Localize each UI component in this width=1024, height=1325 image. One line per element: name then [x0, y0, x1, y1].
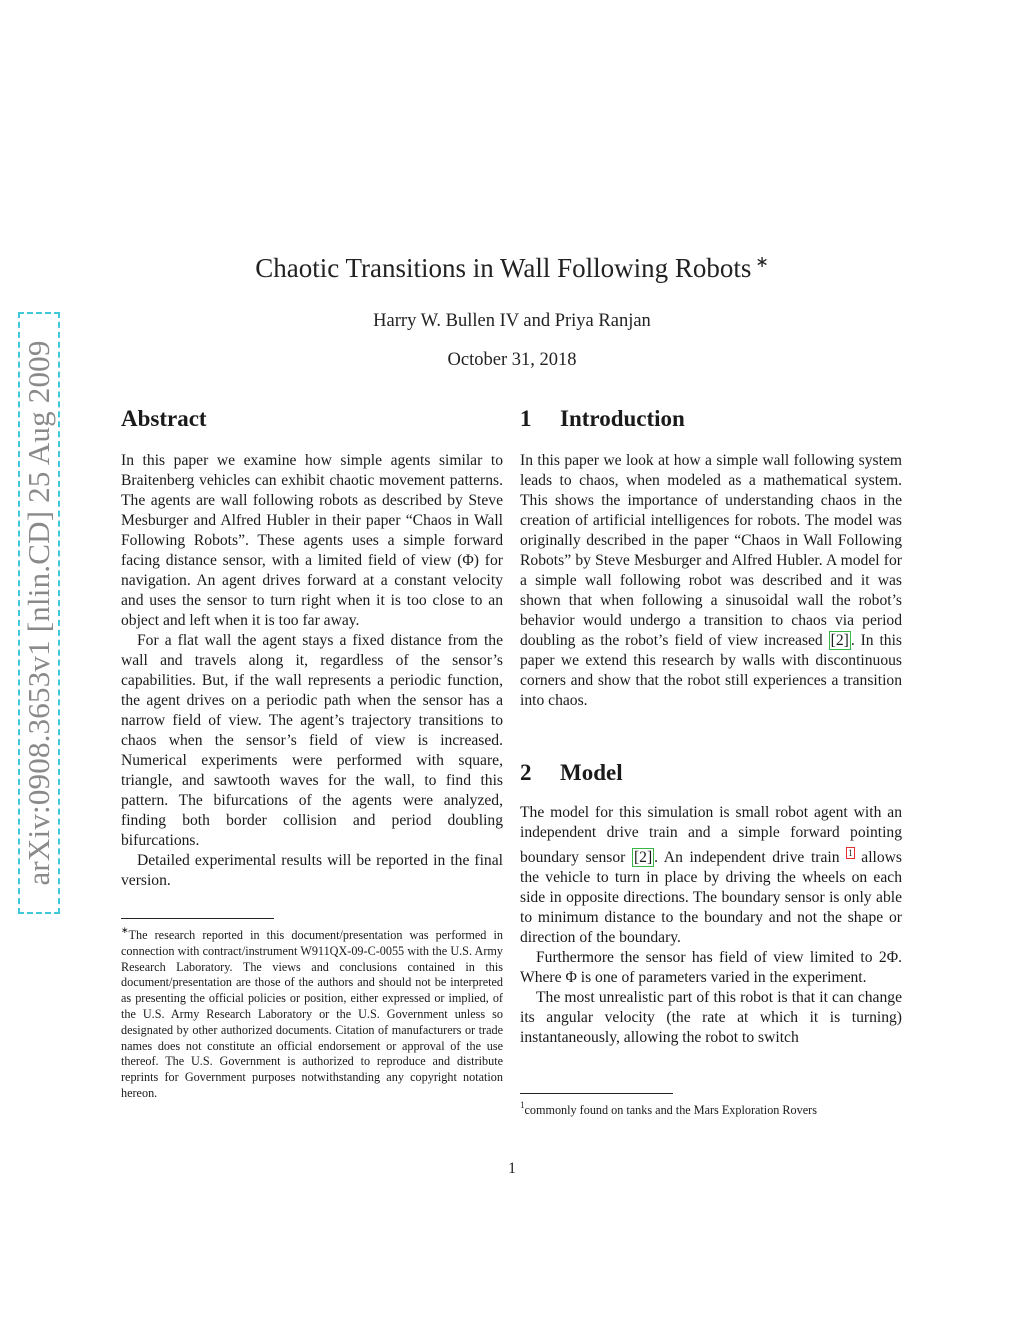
section-2-heading: [520, 760, 623, 786]
title-text: Chaotic Transitions in Wall Following Robots: [255, 253, 752, 283]
model-text-2: . An independent drive train: [654, 849, 840, 866]
footnote-mark: ∗: [121, 925, 129, 935]
date: October 31, 2018: [447, 350, 577, 370]
model-text-3: allows the vehicle to turn in place by driving the wheels on each side in opposite directions. The boundary sensor is only able to minimum distance to the boundary and not the shape or direction of the boundary.: [520, 849, 902, 946]
model-paragraph-1: [520, 803, 902, 948]
abstract-paragraph-2: For a flat wall the agent stays a fixed distance from the wall and travels along it, regardless of the sensor’s capabilities. But, if the wall represents a periodic function, the agent drives on a periodic path when the sensor has a narrow field of view. The agent’s trajectory transitions to chaos when the sensor’s field of view is increased. Numerical experiments were performed with square, triangle, and sawtooth waves for the wall, to find this pattern. The bifurcations of the agents were analyzed, finding both border collision and period doubling bifurcations.: [121, 632, 503, 849]
footnote-rule-right: [520, 1093, 673, 1094]
title-footnote-mark[interactable]: ∗: [755, 254, 769, 271]
introduction-text-2: . In this paper we extend this research by walls with discontinuous corners and show that the robot still experiences a transition into chaos.: [520, 632, 902, 709]
footnote-funding-text: The research reported in this document/presentation was performed in connection with contract/instrument W911QX-09-C-0055 with the U.S. Army Research Laboratory. The views and conclusions contained in this document/presentation are those of the authors and should not be interpreted as presenting the official policies or position, either expressed or implied, of the U.S. Army Research Laboratory or the U.S. Government unless so designated by other authorized documents. Citation of manufacturers or trade names does not constitute an official endorsement or approval of the use thereof. The U.S. Government is authorized to reproduce and distribute reprints for Government purposes notwithstanding any copyright notation hereon.: [121, 928, 503, 1100]
section-1-title: Introduction: [560, 406, 685, 431]
section-2-number: 2: [520, 760, 532, 785]
footnote-funding: [121, 923, 503, 1102]
section-1-heading: [520, 406, 685, 432]
model-paragraph-2: Furthermore the sensor has field of view limited to 2Φ. Where Φ is one of parameters varied in the experiment.: [520, 949, 902, 986]
introduction-body: [520, 451, 902, 711]
abstract-body: [121, 451, 503, 891]
abstract-paragraph-3: Detailed experimental results will be reported in the final version.: [121, 852, 503, 889]
footnote-drive-train-text: commonly found on tanks and the Mars Exploration Rovers: [524, 1103, 817, 1117]
section-2-title: Model: [560, 760, 623, 785]
arxiv-identifier[interactable]: arXiv:0908.3653v1 [nlin.CD] 25 Aug 2009: [21, 340, 56, 886]
paper-title: [0, 252, 1024, 284]
abstract-paragraph-1: In this paper we examine how simple agents similar to Braitenberg vehicles can exhibit chaotic movement patterns. The agents are wall following robots as described by Steve Mesburger and Alfred Hubler in their paper “Chaos in Wall Following Robots”. These agents uses a simple forward facing distance sensor, with a limited field of view (Φ) for navigation. An agent drives forward at a constant velocity and uses the sensor to turn right when it is too close to an object and left when it is too far away.: [121, 452, 503, 629]
introduction-text-1: In this paper we look at how a simple wall following system leads to chaos, when modeled as a mathematical system. This shows the importance of understanding chaos in the creation of artificial intelligences for robots. The model was originally described in the paper “Chaos in Wall Following Robots” by Steve Mesburger and Alfred Hubler. A model for a simple wall following robot was described and it was shown that when following a sinusoidal wall the robot’s behavior would undergo a transition to chaos via period doubling as the robot’s field of view increased: [520, 452, 902, 649]
model-paragraph-3: The most unrealistic part of this robot is that it can change its angular velocity (the rate at which it is turning) instantaneously, allowing the robot to switch: [520, 989, 902, 1046]
footnote-rule-left: [121, 918, 274, 919]
abstract-heading: Abstract: [121, 406, 207, 431]
model-body: [520, 803, 902, 1048]
footnote-number: 1: [520, 1100, 525, 1110]
authors: Harry W. Bullen IV and Priya Ranjan: [373, 311, 651, 331]
page-number: 1: [508, 1160, 516, 1177]
footnote-drive-train: [520, 1098, 902, 1119]
introduction-paragraph-1: [520, 451, 902, 711]
citation-link[interactable]: [2]: [633, 849, 653, 866]
model-text-1: The model for this simulation is small robot agent with an independent drive train and a simple forward pointing boundary sensor: [520, 804, 902, 866]
citation-link[interactable]: [2]: [830, 632, 849, 649]
footnote-ref-link[interactable]: 1: [848, 848, 853, 858]
section-1-number: 1: [520, 406, 532, 431]
